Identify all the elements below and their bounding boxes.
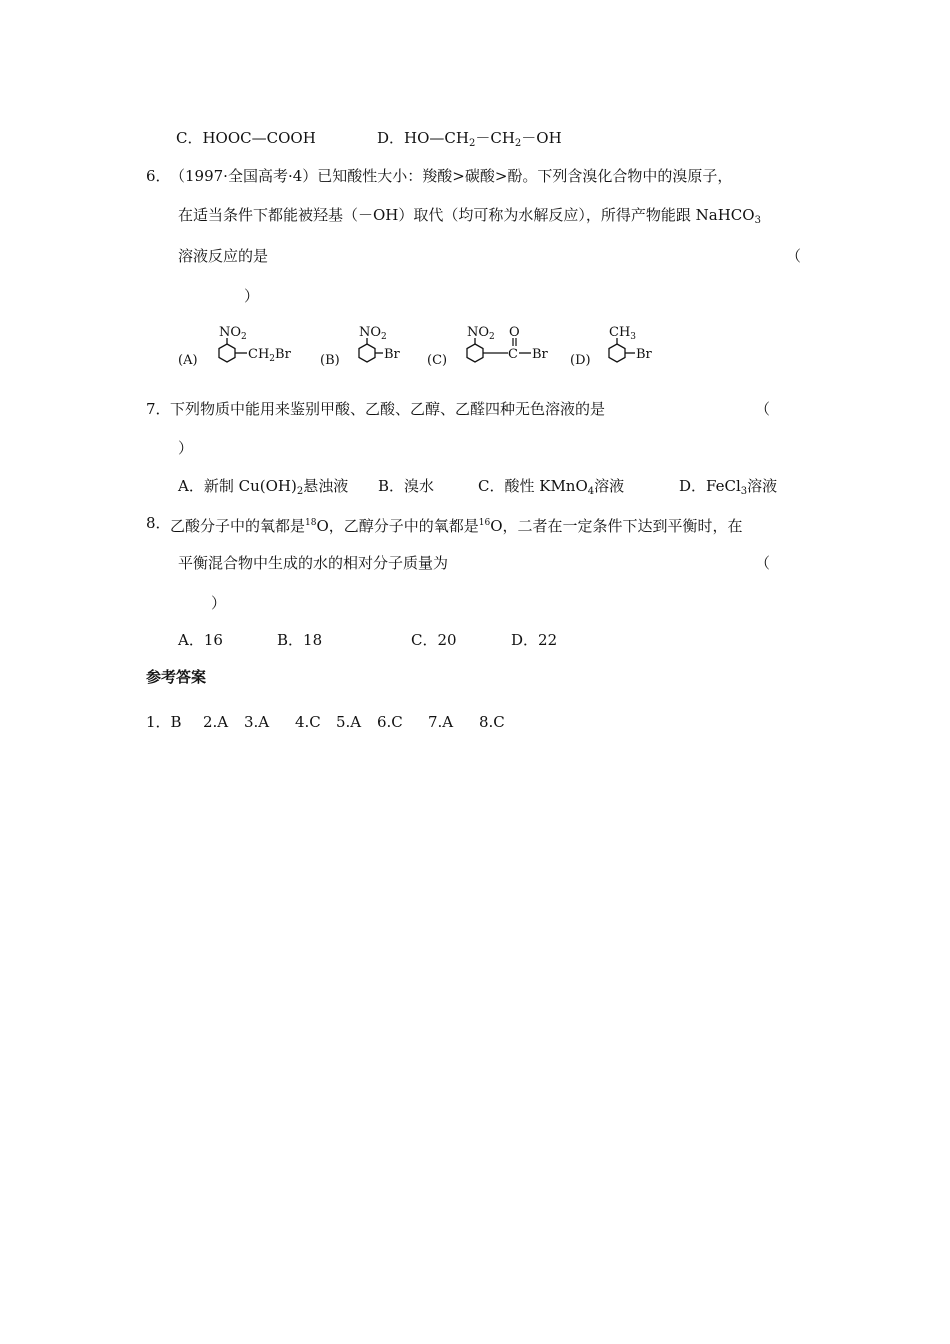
- answer-2: 2.A: [203, 713, 229, 731]
- q5-option-c: C．HOOC—COOH: [176, 129, 316, 147]
- q6-c-no2: $NO_2$: [467, 325, 495, 342]
- answer-8: 8.C: [479, 713, 505, 731]
- q7-option-c-text2: 溶液: [594, 477, 625, 495]
- q7-option-d-text: D．FeCl: [679, 477, 741, 495]
- q8-sup-16: 16: [478, 518, 491, 528]
- q7-option-d: [679, 476, 777, 502]
- q6-c-br: Br: [532, 347, 548, 362]
- q5-option-d-text2: －CH: [475, 129, 515, 147]
- q6-label-a: (A): [178, 353, 198, 368]
- q6-line2-sub: 3: [754, 215, 761, 226]
- q7-option-c-text: C．酸性 KMnO: [478, 477, 588, 495]
- answer-3: 3.A: [244, 713, 270, 731]
- q7-option-c-sub: 4: [587, 486, 595, 497]
- q6-number: 6．: [146, 167, 171, 185]
- answers-heading: 参考答案: [146, 668, 207, 686]
- q6-line3: 溶液反应的是: [178, 247, 269, 265]
- q5-option-d: [377, 128, 562, 154]
- answer-7: 7.A: [428, 713, 454, 731]
- q7-option-a-text: A．新制 Cu(OH): [178, 477, 297, 495]
- q6-line1: （1997·全国高考·4）已知酸性大小：羧酸>碳酸>酚。下列含溴化合物中的溴原子，: [170, 167, 733, 185]
- answer-4: 4.C: [295, 713, 321, 731]
- q8-line1-text2: O，乙醇分子中的氧都是: [316, 517, 479, 535]
- q8-line1-text1: 乙酸分子中的氧都是: [170, 517, 306, 535]
- q8-line1-text3: O，二者在一定条件下达到平衡时，在: [490, 517, 743, 535]
- q7-number: 7．: [146, 400, 171, 418]
- benzene-ring-a: [219, 344, 235, 362]
- q6-structures: [175, 318, 665, 374]
- q7-option-c: [478, 476, 624, 502]
- q7-option-a-text2: 悬浊液: [303, 477, 349, 495]
- q5-option-d-sub2: 2: [514, 138, 522, 149]
- q5-option-d-text1: D．HO—CH: [377, 129, 469, 147]
- q8-option-c: C．20: [411, 631, 457, 649]
- q7-option-a-sub: 2: [296, 486, 304, 497]
- q8-option-a: A．16: [178, 631, 223, 649]
- q6-label-c: (C): [427, 353, 448, 368]
- q5-option-d-text3: －OH: [521, 129, 562, 147]
- answer-1: 1．B: [146, 713, 182, 731]
- q6-d-br: Br: [636, 347, 652, 362]
- q6-a-ch2br: $CH_2Br$: [248, 347, 291, 364]
- q7-option-d-sub: 3: [740, 486, 748, 497]
- q5-option-d-sub1: 2: [468, 138, 476, 149]
- q8-option-d: D．22: [511, 631, 558, 649]
- q8-option-b: B．18: [277, 631, 323, 649]
- q6-label-d: (D): [570, 353, 591, 368]
- q6-line2: [178, 205, 761, 231]
- q6-paren-open: （: [786, 247, 802, 265]
- q6-c-carbon: C: [508, 347, 518, 362]
- benzene-ring-c: [467, 344, 483, 362]
- q7-option-a: [178, 476, 348, 502]
- q8-number: 8．: [146, 514, 171, 532]
- q6-d-ch3: $CH_3$: [609, 325, 637, 342]
- q8-paren-open: （: [755, 554, 771, 572]
- answer-6: 6.C: [377, 713, 403, 731]
- q7-paren-close: ）: [178, 439, 194, 457]
- q6-a-no2: $NO_2$: [219, 325, 247, 342]
- q6-label-b: (B): [320, 353, 340, 368]
- q6-b-no2: $NO_2$: [359, 325, 387, 342]
- q7-option-d-text2: 溶液: [747, 477, 778, 495]
- q7-option-b: B．溴水: [378, 477, 435, 495]
- q8-line2: 平衡混合物中生成的水的相对分子质量为: [178, 554, 449, 572]
- q6-line2-text: 在适当条件下都能被羟基（－OH）取代（均可称为水解反应），所得产物能跟 NaHCO: [178, 206, 755, 224]
- q6-paren-close: ）: [244, 287, 260, 305]
- q6-b-br: Br: [384, 347, 400, 362]
- benzene-ring-b: [359, 344, 375, 362]
- q7-line1: 下列物质中能用来鉴别甲酸、乙酸、乙醇、乙醛四种无色溶液的是: [170, 400, 606, 418]
- q8-paren-close: ）: [211, 594, 227, 612]
- q8-line1: [170, 513, 743, 536]
- q7-paren-open: （: [755, 400, 771, 418]
- cyclohexane-ring-d: [609, 344, 625, 362]
- answer-5: 5.A: [336, 713, 362, 731]
- q6-c-oxygen: O: [509, 325, 520, 340]
- q8-sup-18: 18: [305, 518, 317, 528]
